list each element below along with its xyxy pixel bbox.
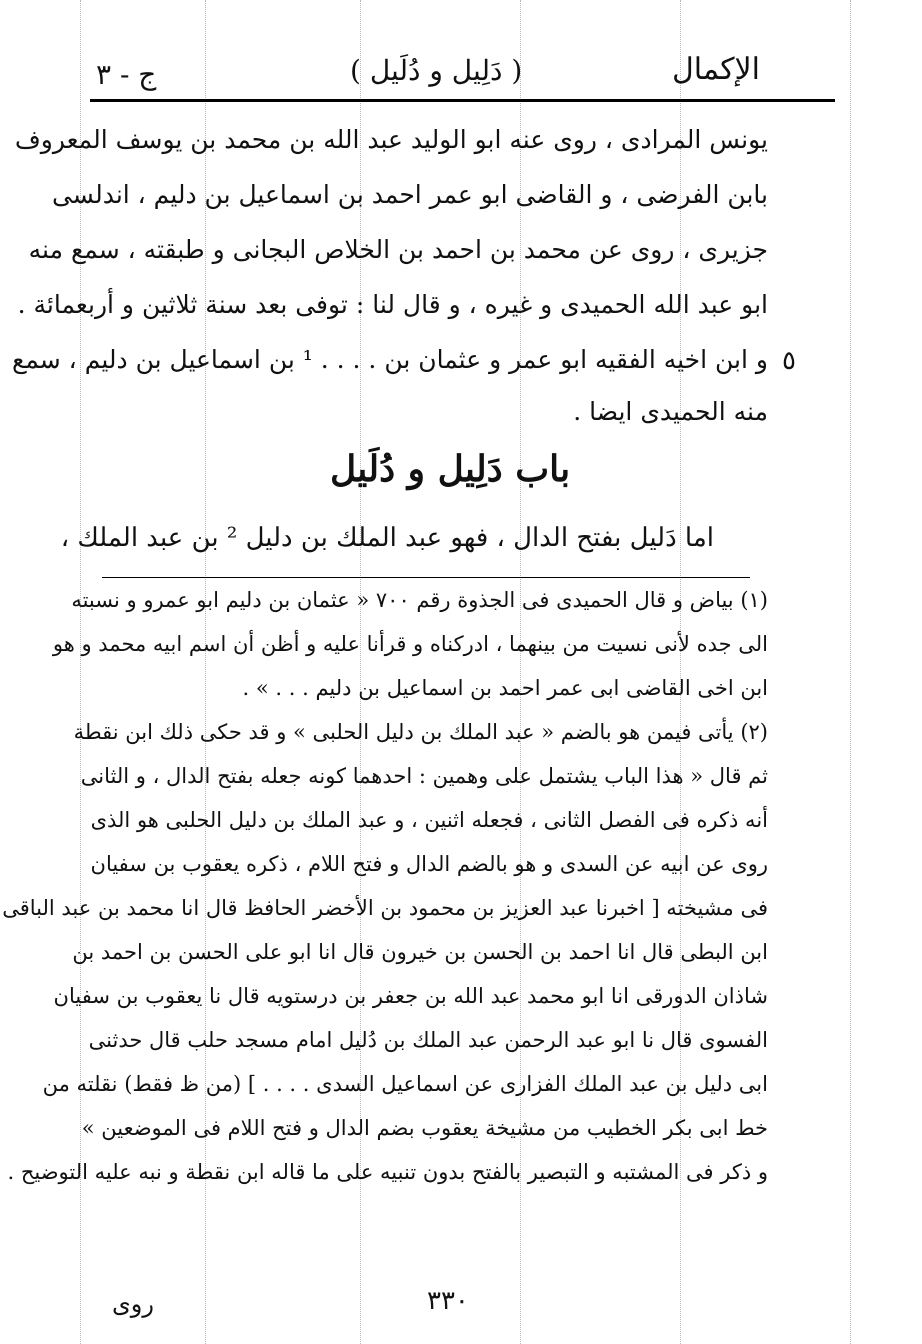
- footnote-line: و ذكر فى المشتبه و التبصير بالفتح بدون تنبيه على ما قاله ابن نقطة و نبه عليه التوضيح .: [7, 1160, 768, 1184]
- footnote-line: الى جده لأنى نسيت من بينهما ، ادركناه و قرأنا عليه و أظن أن اسم ابيه محمد و هو: [52, 632, 768, 656]
- footnote-line: الفسوى قال نا ابو عبد الرحمن عبد الملك بن دُليل امام مسجد حلب قال حدثنى: [88, 1028, 768, 1052]
- text-line: ابو عبد الله الحميدى و غيره ، و قال لنا : توفى بعد سنة ثلاثين و أربعمائة .: [17, 290, 768, 319]
- section-heading: باب دَلِيل و دُلَيل: [330, 448, 571, 490]
- intro-line: اما دَليل بفتح الدال ، فهو عبد الملك بن دليل ² بن عبد الملك ،: [60, 523, 714, 553]
- footnote-line: ابن اخى القاضى ابى عمر احمد بن اسماعيل بن دليم . . . » .: [242, 676, 768, 700]
- footnote-line: ثم قال « هذا الباب يشتمل على وهمين : احدهما كونه جعله بفتح الدال ، و الثانى: [80, 764, 768, 788]
- footnote-rule: [102, 577, 750, 578]
- running-header-title: ( دَلِيل و دُلَيل ): [350, 54, 523, 87]
- text-line: و ابن اخيه الفقيه ابو عمر و عثمان بن . . . . ¹ بن اسماعيل بن دليم ، سمع: [12, 345, 768, 374]
- footnote-line: (٢) يأتى فيمن هو بالضم « عبد الملك بن دليل الحلبى » و قد حكى ذلك ابن نقطة: [73, 720, 768, 744]
- running-header-volume: ج - ٣: [96, 58, 157, 91]
- main-text: [12, 125, 768, 426]
- footnote-line: ابن البطى قال انا احمد بن الحسن بن خيرون قال انا ابو على الحسن بن احمد بن: [72, 940, 768, 964]
- text-line: بابن الفرضى ، و القاضى ابو عمر احمد بن اسماعيل بن دليم ، اندلسى: [51, 180, 768, 209]
- text-line: جزيرى ، روى عن محمد بن احمد بن الخلاص البجانى و طبقته ، سمع منه: [28, 235, 768, 264]
- text-line: منه الحميدى ايضا .: [573, 397, 768, 426]
- header-rule: [90, 99, 835, 102]
- line-number: ٥: [782, 346, 796, 376]
- page-number: ٣٣٠: [427, 1286, 469, 1316]
- footnote-line: ابى دليل بن عبد الملك الفزارى عن اسماعيل السدى . . . . ] (من ظ فقط) نقلته من: [42, 1072, 768, 1096]
- grid-line: [850, 0, 851, 1344]
- catchword: روى: [112, 1290, 154, 1318]
- footnote-line: شاذان الدورقى انا ابو محمد عبد الله بن جعفر بن درستويه قال نا يعقوب بن سفيان: [53, 984, 768, 1008]
- footnote-line: فى مشيخته [ اخبرنا عبد العزيز بن محمود بن الأخضر الحافظ قال انا محمد بن عبد الباقى: [2, 896, 768, 920]
- footnotes: [2, 588, 768, 1228]
- footnote-line: خط ابى بكر الخطيب من مشيخة يعقوب بضم الدال و فتح اللام فى الموضعين »: [81, 1116, 768, 1140]
- footnote-line: روى عن ابيه عن السدى و هو بالضم الدال و فتح اللام ، ذكره يعقوب بن سفيان: [90, 852, 768, 876]
- text-line: يونس المرادى ، روى عنه ابو الوليد عبد الله بن محمد بن يوسف المعروف: [14, 125, 768, 154]
- footnote-line: (١) بياض و قال الحميدى فى الجذوة رقم ٧٠٠ « عثمان بن دليم ابو عمرو و نسبته: [71, 588, 768, 612]
- footnote-line: أنه ذكره فى الفصل الثانى ، فجعله اثنين ، و عبد الملك بن دليل الحلبى هو الذى: [90, 808, 768, 832]
- running-header-book: الإكمال: [671, 52, 760, 87]
